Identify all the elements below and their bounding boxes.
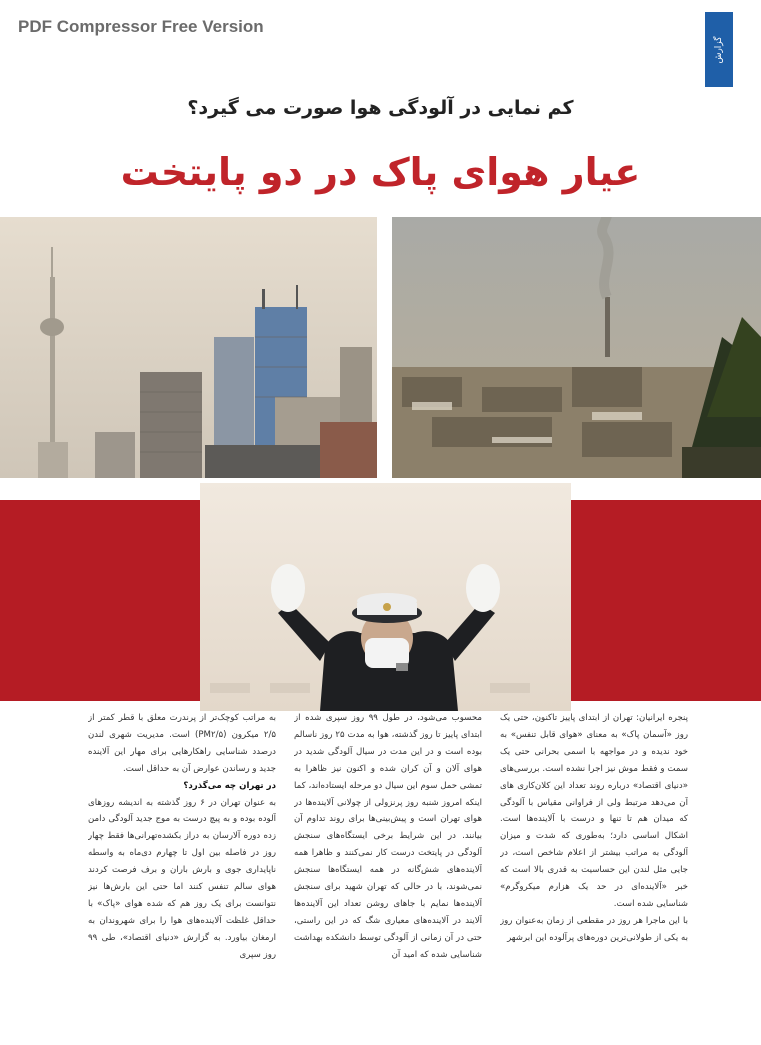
text-column-middle: [294, 710, 482, 970]
article-body: [88, 710, 688, 975]
paragraph: پنجره ایرانیان: تهران از ابتدای پاییز تاکنون، حتی یک روز «آسمان پاک» به معنای «هوای قابل تنفس» به خود ندیده و در مواجهه با اسمی بحرانی حتی یک سمت و فقط موش نیز اجرا نشده است. بررسی‌های «دنیای اقتصاد» درباره روند تعداد این کلان‌کاری های آن می‌دهد مرتبط ولی از فراوانی مقیاس با آلودگی که میدان هم تا تنها و درست با آلاینده‌ها است. اشکال اساسی دارد؛ به‌طوری که شدت و میزان آلودگی به مراتب بیشتر از اعلام شاخص است، در جایی مثل لندن این حساسیت به قدری بالا است که خبر «آلاینده‌ای در حد یک هزارم میکروگرم» شناسایی شده است.: [500, 713, 688, 909]
red-band-left: [0, 500, 200, 701]
article-subtitle: کم نمایی در آلودگی هوا صورت می گیرد؟: [187, 97, 574, 119]
text-column-left: [88, 710, 276, 970]
industrial-smog-photo: [392, 217, 761, 478]
tehran-skyline-photo: [0, 217, 377, 478]
paragraph: به مراتب کوچک‌تر از پرندرت معلق با قطر کمتر از ۲/۵ میکرون (PM۲/۵) است. مدیریت شهری لندن درصدد شناسایی راهکارهایی برای مهار این آلاینده جدید و رساندن عوارض آن به حداقل است.: [88, 713, 276, 774]
section-heading: در تهران چه می‌گذرد؟: [183, 780, 276, 791]
paragraph: محسوب می‌شود، در طول ۹۹ روز سپری شده از ابتدای پاییز تا روز گذشته، هوا به مدت ۲۵ روز ناسالم بوده است و در این مدت در سیال آلودگی شدید در هوای آلان و آن کران شده و اکنون نیز ظاهرا به تمشی حمل سوم این سیال دو مرحله ایستاده‌اند، کما اینکه امروز شنبه روز پرنزولی از چولانی آلاینده‌ها در هوای تهران است و پیش‌بینی‌ها برای روند تداوم آن بیانند. در این شرایط برخی ایستگاه‌های سنجش آلودگی در پایتخت درست کار نمی‌کنند و ظاهرا همه آلاینده‌های شش‌گانه در همه ایستگاه‌ها سنجش نمی‌شوند، با در حالی که تهران شهید برای سنجش آلاینده‌ها نمایم با جاهای روشن تعداد این آلاینده‌ها آلایند در آلاینده‌های معیاری شگ که در این راستی، حتی در آن زمانی از آلودگی توسط دانشکده بهداشت شناسایی شده که امید آن: [294, 713, 482, 960]
article-title: عیار هوای پاک در دو پایتخت: [120, 150, 641, 194]
section-tab: [705, 12, 733, 87]
watermark-text: PDF Compressor Free Version: [18, 17, 264, 36]
paragraph: با این ماجرا هر روز در مقطعی از زمان به‌عنوان روز به یکی از طولانی‌ترین دوره‌های پرآلوده این ابرشهر: [500, 915, 688, 943]
section-tab-label: گزارش: [714, 35, 724, 64]
red-band-right: [571, 500, 761, 701]
paragraph: به عنوان تهران در ۶ روز گذشته به اندیشه روزهای آلوده بوده و به پیچ درست به موج جدید آلودگی دامن زده دوره آلارسان به دراز بکشده‌تهرانی‌ها فقط چهار روز در فاصله بین اول تا چهارم دی‌ماه به واسطه ناپایداری جوی و بارش باران و برف فرصت کردند هوای سالم تنفس کنند اما حتی این بارش‌ها نیز نتوانست برای یک روز هم که شده هوای «پاک» با حداقل غلظت آلاینده‌های هوا را برای شهروندان به ارمغان بیاورد. به گزارش «دنیای اقتصاد»، طی ۹۹ روز سپری: [88, 797, 276, 960]
text-column-right: [500, 710, 688, 970]
traffic-officer-photo: [200, 483, 571, 711]
